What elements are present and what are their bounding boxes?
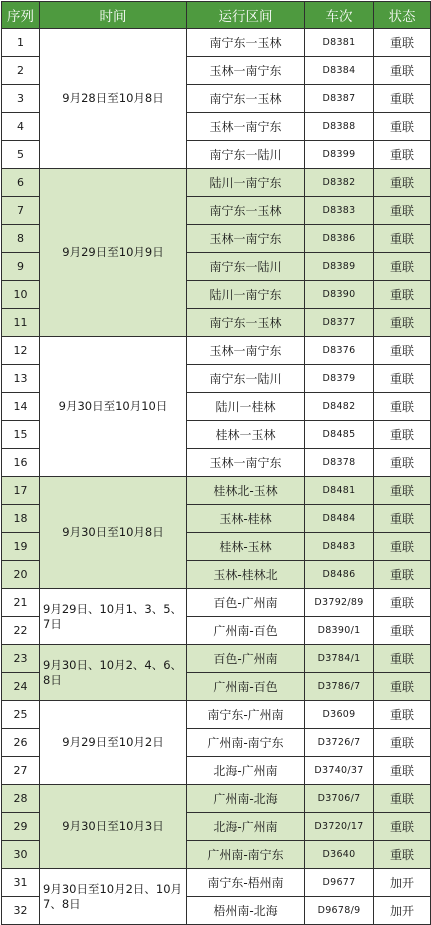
row-status: 重联 bbox=[374, 533, 431, 561]
row-route: 玉林一南宁东 bbox=[187, 57, 305, 85]
row-train-number: D8399 bbox=[305, 141, 374, 169]
group-time-range: 9月30日、10月2、4、6、8日 bbox=[40, 645, 187, 701]
row-status: 重联 bbox=[374, 729, 431, 757]
row-train-number: D8376 bbox=[305, 337, 374, 365]
row-status: 重联 bbox=[374, 141, 431, 169]
row-route: 陆川一南宁东 bbox=[187, 281, 305, 309]
row-seq: 17 bbox=[2, 477, 40, 505]
row-seq: 11 bbox=[2, 309, 40, 337]
row-train-number: D8388 bbox=[305, 113, 374, 141]
row-seq: 19 bbox=[2, 533, 40, 561]
table-body bbox=[2, 29, 431, 925]
header-time: 时间 bbox=[40, 2, 187, 29]
row-route: 桂林一玉林 bbox=[187, 421, 305, 449]
row-route: 桂林-玉林 bbox=[187, 533, 305, 561]
row-route: 玉林一南宁东 bbox=[187, 113, 305, 141]
row-train-number: D8382 bbox=[305, 169, 374, 197]
row-status: 重联 bbox=[374, 505, 431, 533]
table-row bbox=[2, 477, 431, 505]
header-seq: 序列 bbox=[2, 2, 40, 29]
row-seq: 21 bbox=[2, 589, 40, 617]
row-route: 玉林一南宁东 bbox=[187, 449, 305, 477]
row-seq: 9 bbox=[2, 253, 40, 281]
row-status: 重联 bbox=[374, 757, 431, 785]
row-status: 重联 bbox=[374, 421, 431, 449]
row-status: 重联 bbox=[374, 477, 431, 505]
row-status: 加开 bbox=[374, 897, 431, 925]
header-train: 车次 bbox=[305, 2, 374, 29]
row-status: 重联 bbox=[374, 337, 431, 365]
row-train-number: D3609 bbox=[305, 701, 374, 729]
row-route: 南宁东一玉林 bbox=[187, 309, 305, 337]
row-train-number: D3706/7 bbox=[305, 785, 374, 813]
row-status: 重联 bbox=[374, 169, 431, 197]
row-train-number: D8386 bbox=[305, 225, 374, 253]
row-seq: 6 bbox=[2, 169, 40, 197]
row-status: 重联 bbox=[374, 393, 431, 421]
row-route: 南宁东一陆川 bbox=[187, 253, 305, 281]
row-status: 重联 bbox=[374, 365, 431, 393]
row-route: 玉林-桂林北 bbox=[187, 561, 305, 589]
group-time-range: 9月30日至10月10日 bbox=[40, 337, 187, 477]
row-status: 重联 bbox=[374, 813, 431, 841]
row-route: 北海-广州南 bbox=[187, 813, 305, 841]
row-status: 重联 bbox=[374, 253, 431, 281]
table-row bbox=[2, 169, 431, 197]
row-route: 南宁东-梧州南 bbox=[187, 869, 305, 897]
row-status: 重联 bbox=[374, 645, 431, 673]
row-seq: 18 bbox=[2, 505, 40, 533]
row-train-number: D8484 bbox=[305, 505, 374, 533]
row-seq: 26 bbox=[2, 729, 40, 757]
row-train-number: D8381 bbox=[305, 29, 374, 57]
row-route: 梧州南-北海 bbox=[187, 897, 305, 925]
row-train-number: D8481 bbox=[305, 477, 374, 505]
row-seq: 23 bbox=[2, 645, 40, 673]
row-status: 加开 bbox=[374, 869, 431, 897]
row-status: 重联 bbox=[374, 701, 431, 729]
row-status: 重联 bbox=[374, 281, 431, 309]
row-seq: 24 bbox=[2, 673, 40, 701]
row-route: 南宁东一玉林 bbox=[187, 29, 305, 57]
group-time-range: 9月28日至10月8日 bbox=[40, 29, 187, 169]
row-train-number: D3792/89 bbox=[305, 589, 374, 617]
group-time-range: 9月30日至10月3日 bbox=[40, 785, 187, 869]
row-seq: 14 bbox=[2, 393, 40, 421]
row-route: 北海-广州南 bbox=[187, 757, 305, 785]
table-header bbox=[2, 2, 431, 29]
row-seq: 22 bbox=[2, 617, 40, 645]
header-route: 运行区间 bbox=[187, 2, 305, 29]
row-seq: 1 bbox=[2, 29, 40, 57]
row-status: 重联 bbox=[374, 29, 431, 57]
row-seq: 7 bbox=[2, 197, 40, 225]
row-seq: 28 bbox=[2, 785, 40, 813]
row-status: 重联 bbox=[374, 309, 431, 337]
row-route: 南宁东一玉林 bbox=[187, 197, 305, 225]
row-seq: 10 bbox=[2, 281, 40, 309]
row-seq: 15 bbox=[2, 421, 40, 449]
row-seq: 2 bbox=[2, 57, 40, 85]
row-train-number: D9677 bbox=[305, 869, 374, 897]
row-route: 南宁东-广州南 bbox=[187, 701, 305, 729]
row-status: 重联 bbox=[374, 561, 431, 589]
row-route: 广州南-百色 bbox=[187, 617, 305, 645]
row-seq: 31 bbox=[2, 869, 40, 897]
row-status: 重联 bbox=[374, 85, 431, 113]
row-seq: 27 bbox=[2, 757, 40, 785]
row-train-number: D3726/7 bbox=[305, 729, 374, 757]
row-train-number: D8379 bbox=[305, 365, 374, 393]
group-time-range: 9月30日至10月8日 bbox=[40, 477, 187, 589]
table-row bbox=[2, 29, 431, 57]
table-row bbox=[2, 589, 431, 617]
row-train-number: D8384 bbox=[305, 57, 374, 85]
row-train-number: D8387 bbox=[305, 85, 374, 113]
row-train-number: D3720/17 bbox=[305, 813, 374, 841]
row-route: 玉林一南宁东 bbox=[187, 225, 305, 253]
row-status: 重联 bbox=[374, 197, 431, 225]
row-train-number: D8483 bbox=[305, 533, 374, 561]
row-seq: 25 bbox=[2, 701, 40, 729]
row-train-number: D8378 bbox=[305, 449, 374, 477]
row-train-number: D9678/9 bbox=[305, 897, 374, 925]
row-route: 南宁东一陆川 bbox=[187, 365, 305, 393]
row-status: 重联 bbox=[374, 617, 431, 645]
row-status: 重联 bbox=[374, 57, 431, 85]
row-route: 广州南-南宁东 bbox=[187, 729, 305, 757]
table-row bbox=[2, 645, 431, 673]
row-route: 玉林-桂林 bbox=[187, 505, 305, 533]
train-schedule-table bbox=[1, 1, 431, 925]
header-status: 状态 bbox=[374, 2, 431, 29]
row-seq: 8 bbox=[2, 225, 40, 253]
row-seq: 12 bbox=[2, 337, 40, 365]
row-route: 南宁东一陆川 bbox=[187, 141, 305, 169]
row-seq: 32 bbox=[2, 897, 40, 925]
row-seq: 29 bbox=[2, 813, 40, 841]
row-train-number: D8389 bbox=[305, 253, 374, 281]
row-route: 百色-广州南 bbox=[187, 589, 305, 617]
row-train-number: D3786/7 bbox=[305, 673, 374, 701]
row-seq: 3 bbox=[2, 85, 40, 113]
group-time-range: 9月29日至10月9日 bbox=[40, 169, 187, 337]
row-status: 重联 bbox=[374, 225, 431, 253]
row-seq: 20 bbox=[2, 561, 40, 589]
row-route: 陆川一桂林 bbox=[187, 393, 305, 421]
row-seq: 5 bbox=[2, 141, 40, 169]
row-route: 玉林一南宁东 bbox=[187, 337, 305, 365]
row-seq: 16 bbox=[2, 449, 40, 477]
row-status: 重联 bbox=[374, 673, 431, 701]
row-train-number: D8390/1 bbox=[305, 617, 374, 645]
group-time-range: 9月29日至10月2日 bbox=[40, 701, 187, 785]
row-train-number: D3784/1 bbox=[305, 645, 374, 673]
row-status: 重联 bbox=[374, 841, 431, 869]
row-status: 重联 bbox=[374, 589, 431, 617]
group-time-range: 9月30日至10月2日、10月7、8日 bbox=[40, 869, 187, 925]
row-train-number: D8390 bbox=[305, 281, 374, 309]
row-train-number: D8482 bbox=[305, 393, 374, 421]
row-seq: 13 bbox=[2, 365, 40, 393]
row-seq: 4 bbox=[2, 113, 40, 141]
row-route: 百色-广州南 bbox=[187, 645, 305, 673]
row-route: 广州南-北海 bbox=[187, 785, 305, 813]
table-row bbox=[2, 785, 431, 813]
header-row bbox=[2, 2, 431, 29]
table-row bbox=[2, 337, 431, 365]
row-train-number: D8377 bbox=[305, 309, 374, 337]
row-train-number: D8383 bbox=[305, 197, 374, 225]
row-status: 重联 bbox=[374, 785, 431, 813]
table-row bbox=[2, 701, 431, 729]
row-status: 重联 bbox=[374, 113, 431, 141]
group-time-range: 9月29日、10月1、3、5、7日 bbox=[40, 589, 187, 645]
row-train-number: D3640 bbox=[305, 841, 374, 869]
row-train-number: D8486 bbox=[305, 561, 374, 589]
row-status: 重联 bbox=[374, 449, 431, 477]
row-route: 陆川一南宁东 bbox=[187, 169, 305, 197]
row-route: 桂林北-玉林 bbox=[187, 477, 305, 505]
row-seq: 30 bbox=[2, 841, 40, 869]
row-train-number: D8485 bbox=[305, 421, 374, 449]
row-route: 广州南-南宁东 bbox=[187, 841, 305, 869]
row-route: 南宁东一玉林 bbox=[187, 85, 305, 113]
table-row bbox=[2, 869, 431, 897]
row-route: 广州南-百色 bbox=[187, 673, 305, 701]
row-train-number: D3740/37 bbox=[305, 757, 374, 785]
